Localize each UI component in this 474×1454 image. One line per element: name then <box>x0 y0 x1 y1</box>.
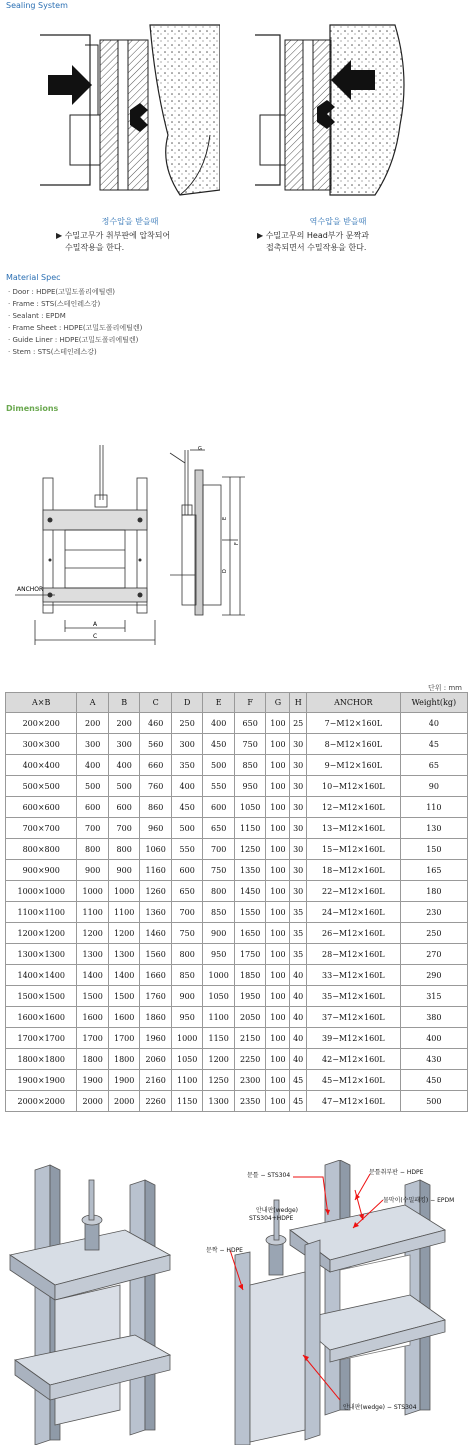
table-cell: 1200 <box>108 923 140 944</box>
table-cell: 24−M12×160L <box>306 902 400 923</box>
table-cell: 1460 <box>140 923 172 944</box>
gate-isometric-view <box>5 1160 175 1445</box>
table-cell: 12−M12×160L <box>306 797 400 818</box>
table-cell: 1260 <box>140 881 172 902</box>
table-cell: 900×900 <box>6 860 77 881</box>
table-cell: 700 <box>77 818 109 839</box>
table-cell: 750 <box>171 923 203 944</box>
table-cell: 15−M12×160L <box>306 839 400 860</box>
table-cell: 2160 <box>140 1070 172 1091</box>
table-cell: 900 <box>77 860 109 881</box>
table-cell: 30 <box>290 734 307 755</box>
table-cell: 13−M12×160L <box>306 818 400 839</box>
table-cell: 250 <box>171 713 203 734</box>
material-item: · Frame Sheet : HDPE(고밀도폴리에틸렌) <box>8 324 143 332</box>
table-cell: 100 <box>266 965 290 986</box>
table-row <box>6 713 468 734</box>
table-cell: 1000 <box>171 1028 203 1049</box>
label-seal: 물막이(수밀패킹) − EPDM <box>383 1197 455 1204</box>
table-cell: 39−M12×160L <box>306 1028 400 1049</box>
table-cell: 900 <box>171 986 203 1007</box>
material-title: Material Spec <box>6 273 61 282</box>
table-cell: 100 <box>266 1049 290 1070</box>
table-row <box>6 797 468 818</box>
table-cell: 1500×1500 <box>6 986 77 1007</box>
table-cell: 200 <box>77 713 109 734</box>
label-wedge-top-material: STS304+HDPE <box>249 1215 294 1222</box>
table-cell: 800 <box>203 881 235 902</box>
table-cell: 400 <box>108 755 140 776</box>
table-cell: 760 <box>140 776 172 797</box>
table-row <box>6 860 468 881</box>
table-cell: 100 <box>266 797 290 818</box>
table-cell: 1650 <box>234 923 266 944</box>
table-cell: 850 <box>234 755 266 776</box>
table-cell: 30 <box>290 818 307 839</box>
table-cell: 100 <box>266 1091 290 1112</box>
table-row <box>6 902 468 923</box>
table-cell: 100 <box>266 1070 290 1091</box>
table-cell: 600 <box>108 797 140 818</box>
table-cell: 2260 <box>140 1091 172 1112</box>
table-header-row <box>6 693 468 713</box>
table-row <box>6 818 468 839</box>
table-cell: 850 <box>203 902 235 923</box>
table-cell: 315 <box>400 986 467 1007</box>
table-header-cell: E <box>203 693 235 713</box>
table-cell: 42−M12×160L <box>306 1049 400 1070</box>
table-header-cell: F <box>234 693 266 713</box>
dim-g-label: G <box>198 446 202 452</box>
dim-d-label: D <box>222 569 228 573</box>
table-cell: 700×700 <box>6 818 77 839</box>
table-cell: 65 <box>400 755 467 776</box>
table-cell: 300 <box>77 734 109 755</box>
table-cell: 550 <box>171 839 203 860</box>
table-row <box>6 923 468 944</box>
table-cell: 800 <box>171 944 203 965</box>
table-row <box>6 965 468 986</box>
table-cell: 1600×1600 <box>6 1007 77 1028</box>
table-cell: 1060 <box>140 839 172 860</box>
table-cell: 800 <box>77 839 109 860</box>
table-cell: 40 <box>290 1007 307 1028</box>
table-cell: 22−M12×160L <box>306 881 400 902</box>
table-cell: 1700 <box>77 1028 109 1049</box>
table-cell: 130 <box>400 818 467 839</box>
caption-line: ▶ 수밀고무가 취부판에 압착되어 <box>56 231 171 240</box>
material-item: · Frame : STS(스테인레스강) <box>8 300 101 308</box>
label-door-frame-plate: 문틀취부판 − HDPE <box>369 1169 424 1176</box>
table-cell: 40 <box>400 713 467 734</box>
table-cell: 100 <box>266 944 290 965</box>
table-cell: 1600 <box>77 1007 109 1028</box>
table-cell: 380 <box>400 1007 467 1028</box>
table-row <box>6 881 468 902</box>
table-cell: 100 <box>266 986 290 1007</box>
table-cell: 660 <box>140 755 172 776</box>
table-row <box>6 734 468 755</box>
table-cell: 45 <box>290 1070 307 1091</box>
table-cell: 100 <box>266 713 290 734</box>
table-cell: 100 <box>266 881 290 902</box>
table-cell: 1500 <box>77 986 109 1007</box>
table-cell: 500 <box>108 776 140 797</box>
table-cell: 1050 <box>203 986 235 1007</box>
table-cell: 1100×1100 <box>6 902 77 923</box>
dim-e-label: E <box>222 516 228 520</box>
table-cell: 700 <box>203 839 235 860</box>
table-cell: 1100 <box>203 1007 235 1028</box>
dimensions-table <box>5 692 468 1112</box>
table-cell: 1100 <box>77 902 109 923</box>
table-cell: 7−M12×160L <box>306 713 400 734</box>
table-cell: 650 <box>203 818 235 839</box>
table-cell: 650 <box>171 881 203 902</box>
table-cell: 1750 <box>234 944 266 965</box>
table-header-cell: B <box>108 693 140 713</box>
table-cell: 400 <box>77 755 109 776</box>
table-cell: 45−M12×160L <box>306 1070 400 1091</box>
table-cell: 300 <box>171 734 203 755</box>
table-cell: 40 <box>290 986 307 1007</box>
table-cell: 900 <box>203 923 235 944</box>
table-row <box>6 944 468 965</box>
table-cell: 450 <box>171 797 203 818</box>
table-cell: 1250 <box>203 1070 235 1091</box>
table-cell: 2000 <box>108 1091 140 1112</box>
table-cell: 200 <box>108 713 140 734</box>
caption-line: 수밀작용을 한다. <box>65 243 125 252</box>
table-cell: 300 <box>108 734 140 755</box>
table-cell: 1500 <box>108 986 140 1007</box>
normal-pressure-text <box>56 230 170 254</box>
table-cell: 100 <box>266 1007 290 1028</box>
label-wedge-bottom: 안내판(wedge) − STS304 <box>343 1404 417 1411</box>
table-cell: 100 <box>266 1028 290 1049</box>
table-cell: 1600 <box>108 1007 140 1028</box>
table-cell: 1900 <box>108 1070 140 1091</box>
table-cell: 100 <box>266 734 290 755</box>
table-header-cell: Weight(kg) <box>400 693 467 713</box>
table-cell: 500×500 <box>6 776 77 797</box>
table-cell: 40 <box>290 965 307 986</box>
table-cell: 600 <box>203 797 235 818</box>
table-cell: 750 <box>234 734 266 755</box>
table-cell: 1850 <box>234 965 266 986</box>
table-cell: 35 <box>290 923 307 944</box>
table-cell: 30 <box>290 776 307 797</box>
table-cell: 1700×1700 <box>6 1028 77 1049</box>
seal-diagram-reverse <box>245 15 435 205</box>
table-header-cell: A×B <box>6 693 77 713</box>
table-cell: 400 <box>203 713 235 734</box>
table-cell: 30 <box>290 860 307 881</box>
table-cell: 450 <box>203 734 235 755</box>
table-cell: 26−M12×160L <box>306 923 400 944</box>
anchor-label: ANCHOR <box>17 586 44 593</box>
table-cell: 800 <box>108 839 140 860</box>
table-cell: 1550 <box>234 902 266 923</box>
table-cell: 33−M12×160L <box>306 965 400 986</box>
table-cell: 1800 <box>77 1049 109 1070</box>
table-row <box>6 1091 468 1112</box>
table-cell: 2250 <box>234 1049 266 1070</box>
table-cell: 850 <box>171 965 203 986</box>
table-cell: 1860 <box>140 1007 172 1028</box>
table-cell: 1360 <box>140 902 172 923</box>
table-cell: 1800×1800 <box>6 1049 77 1070</box>
table-cell: 2150 <box>234 1028 266 1049</box>
table-cell: 1000 <box>108 881 140 902</box>
table-cell: 1950 <box>234 986 266 1007</box>
table-cell: 1300×1300 <box>6 944 77 965</box>
table-cell: 500 <box>171 818 203 839</box>
seal-diagram-normal <box>30 15 220 205</box>
reverse-pressure-title: 역수압을 받을때 <box>309 217 367 226</box>
table-cell: 2000×2000 <box>6 1091 77 1112</box>
table-header-cell: ANCHOR <box>306 693 400 713</box>
table-cell: 300×300 <box>6 734 77 755</box>
table-row <box>6 839 468 860</box>
table-row <box>6 986 468 1007</box>
table-cell: 1150 <box>234 818 266 839</box>
table-cell: 1400 <box>108 965 140 986</box>
table-cell: 1560 <box>140 944 172 965</box>
dim-a-label: A <box>93 621 98 628</box>
table-cell: 430 <box>400 1049 467 1070</box>
table-header-cell: C <box>140 693 172 713</box>
table-cell: 1900 <box>77 1070 109 1091</box>
material-item: · Sealant : EPDM <box>8 312 66 320</box>
table-cell: 100 <box>266 860 290 881</box>
table-cell: 10−M12×160L <box>306 776 400 797</box>
table-cell: 350 <box>171 755 203 776</box>
table-cell: 1300 <box>108 944 140 965</box>
sealing-title: Sealing System <box>6 1 68 10</box>
table-row <box>6 1070 468 1091</box>
material-item: · Door : HDPE(고밀도폴리에틸렌) <box>8 288 115 296</box>
table-cell: 2060 <box>140 1049 172 1070</box>
dimensions-title: Dimensions <box>6 404 59 413</box>
table-cell: 180 <box>400 881 467 902</box>
table-cell: 100 <box>266 818 290 839</box>
table-cell: 550 <box>203 776 235 797</box>
table-cell: 45 <box>290 1091 307 1112</box>
table-cell: 1450 <box>234 881 266 902</box>
table-cell: 30 <box>290 755 307 776</box>
material-item: · Stem : STS(스테인레스강) <box>8 348 97 356</box>
table-cell: 230 <box>400 902 467 923</box>
table-cell: 165 <box>400 860 467 881</box>
table-cell: 2300 <box>234 1070 266 1091</box>
table-cell: 47−M12×160L <box>306 1091 400 1112</box>
table-row <box>6 776 468 797</box>
table-cell: 600×600 <box>6 797 77 818</box>
label-door: 문짝 − HDPE <box>206 1247 243 1254</box>
material-list <box>8 286 142 358</box>
table-cell: 40 <box>290 1028 307 1049</box>
table-row <box>6 755 468 776</box>
table-cell: 1900×1900 <box>6 1070 77 1091</box>
dim-f-label: F <box>234 542 240 545</box>
table-cell: 100 <box>266 902 290 923</box>
table-cell: 1200 <box>77 923 109 944</box>
table-cell: 8−M12×160L <box>306 734 400 755</box>
table-cell: 600 <box>171 860 203 881</box>
table-cell: 1160 <box>140 860 172 881</box>
table-cell: 950 <box>234 776 266 797</box>
table-cell: 35 <box>290 944 307 965</box>
table-cell: 1150 <box>171 1091 203 1112</box>
table-cell: 1660 <box>140 965 172 986</box>
table-cell: 1250 <box>234 839 266 860</box>
table-cell: 1200 <box>203 1049 235 1070</box>
table-cell: 460 <box>140 713 172 734</box>
table-cell: 2000 <box>77 1091 109 1112</box>
table-cell: 1100 <box>171 1070 203 1091</box>
table-cell: 1960 <box>140 1028 172 1049</box>
table-cell: 35 <box>290 902 307 923</box>
unit-label: 단위 : mm <box>428 684 462 692</box>
table-cell: 500 <box>77 776 109 797</box>
table-cell: 150 <box>400 839 467 860</box>
table-cell: 450 <box>400 1070 467 1091</box>
table-cell: 1350 <box>234 860 266 881</box>
table-cell: 960 <box>140 818 172 839</box>
dim-c-label: C <box>93 633 98 640</box>
table-cell: 1150 <box>203 1028 235 1049</box>
normal-pressure-title: 정수압을 받을때 <box>101 217 159 226</box>
table-cell: 28−M12×160L <box>306 944 400 965</box>
table-cell: 400 <box>171 776 203 797</box>
table-cell: 700 <box>171 902 203 923</box>
table-cell: 270 <box>400 944 467 965</box>
table-cell: 800×800 <box>6 839 77 860</box>
table-cell: 700 <box>108 818 140 839</box>
table-cell: 500 <box>203 755 235 776</box>
table-cell: 1000×1000 <box>6 881 77 902</box>
label-door-frame: 문틀 − STS304 <box>247 1172 291 1179</box>
table-cell: 1300 <box>203 1091 235 1112</box>
table-cell: 45 <box>400 734 467 755</box>
table-cell: 100 <box>266 755 290 776</box>
table-cell: 30 <box>290 797 307 818</box>
table-header-cell: H <box>290 693 307 713</box>
reverse-pressure-text <box>257 230 369 254</box>
table-cell: 1760 <box>140 986 172 1007</box>
side-view-drawing <box>160 445 255 635</box>
table-cell: 37−M12×160L <box>306 1007 400 1028</box>
table-cell: 30 <box>290 839 307 860</box>
table-cell: 35−M12×160L <box>306 986 400 1007</box>
table-cell: 400 <box>400 1028 467 1049</box>
label-wedge-top: 안내판(wedge) <box>256 1207 298 1214</box>
table-row <box>6 1049 468 1070</box>
table-cell: 950 <box>171 1007 203 1028</box>
table-cell: 1050 <box>171 1049 203 1070</box>
table-cell: 560 <box>140 734 172 755</box>
table-cell: 2350 <box>234 1091 266 1112</box>
table-row <box>6 1028 468 1049</box>
table-row <box>6 1007 468 1028</box>
table-cell: 18−M12×160L <box>306 860 400 881</box>
table-cell: 30 <box>290 881 307 902</box>
table-cell: 400×400 <box>6 755 77 776</box>
table-cell: 25 <box>290 713 307 734</box>
caption-line: ▶ 수밀고무의 Head부가 문짝과 <box>257 231 369 240</box>
table-cell: 90 <box>400 776 467 797</box>
table-cell: 1400×1400 <box>6 965 77 986</box>
table-cell: 1050 <box>234 797 266 818</box>
table-cell: 860 <box>140 797 172 818</box>
table-cell: 100 <box>266 776 290 797</box>
table-cell: 290 <box>400 965 467 986</box>
front-view-drawing <box>15 440 165 650</box>
table-header-cell: A <box>77 693 109 713</box>
material-item: · Guide Liner : HDPE(고밀도폴리에틸렌) <box>8 336 139 344</box>
table-cell: 40 <box>290 1049 307 1070</box>
table-header-cell: D <box>171 693 203 713</box>
table-cell: 950 <box>203 944 235 965</box>
table-cell: 1300 <box>77 944 109 965</box>
caption-line: 접촉되면서 수밀작용을 한다. <box>266 243 367 252</box>
table-cell: 100 <box>266 923 290 944</box>
table-cell: 750 <box>203 860 235 881</box>
table-cell: 9−M12×160L <box>306 755 400 776</box>
table-cell: 1400 <box>77 965 109 986</box>
table-cell: 1700 <box>108 1028 140 1049</box>
table-header-cell: G <box>266 693 290 713</box>
table-cell: 1000 <box>77 881 109 902</box>
table-cell: 500 <box>400 1091 467 1112</box>
table-cell: 110 <box>400 797 467 818</box>
table-cell: 2050 <box>234 1007 266 1028</box>
table-cell: 1100 <box>108 902 140 923</box>
table-cell: 1800 <box>108 1049 140 1070</box>
table-cell: 250 <box>400 923 467 944</box>
table-cell: 1200×1200 <box>6 923 77 944</box>
table-cell: 200×200 <box>6 713 77 734</box>
table-cell: 1000 <box>203 965 235 986</box>
table-cell: 900 <box>108 860 140 881</box>
table-cell: 600 <box>77 797 109 818</box>
table-cell: 650 <box>234 713 266 734</box>
table-cell: 100 <box>266 839 290 860</box>
